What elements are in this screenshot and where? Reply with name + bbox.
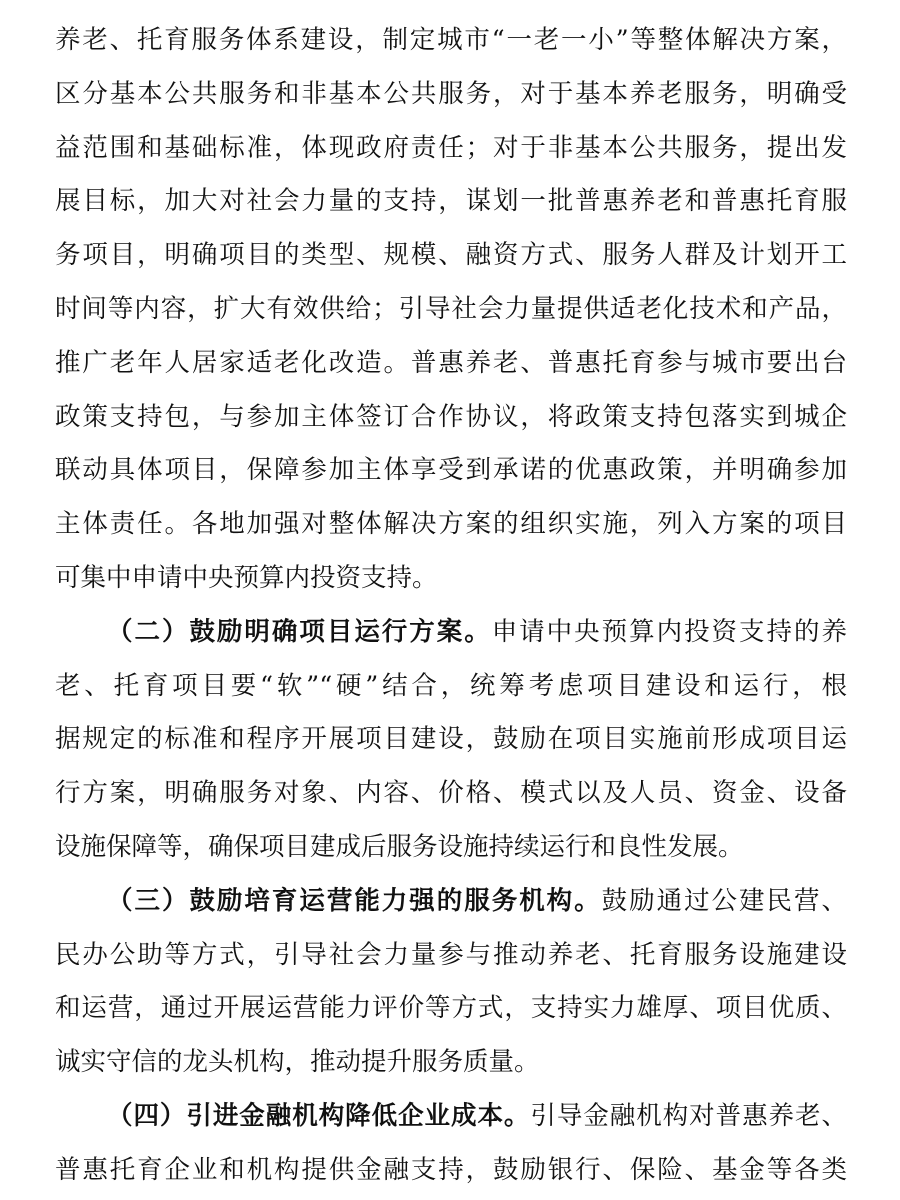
text-line: 益范围和基础标准，体现政府责任；对于非基本公共服务，提出发 [55,132,847,163]
section-heading: （二）鼓励明确项目运行方案。 [107,616,492,647]
text-line: 民办公助等方式，引导社会力量参与推动养老、托育服务设施建设 [55,939,847,970]
paragraph-text: 申请中央预算内投资支持的养 [491,616,847,647]
text-line: 展目标，加大对社会力量的支持，谋划一批普惠养老和普惠托育服 [55,186,847,217]
text-line: 时间等内容，扩大有效供给；引导社会力量提供适老化技术和产品， [55,293,847,324]
paragraph-first-line [55,1090,847,1144]
text-line: 推广老年人居家适老化改造。普惠养老、普惠托育参与城市要出台 [55,347,847,378]
section-heading: （四）引进金融机构降低企业成本。 [107,1100,531,1131]
paragraph-text: 引导金融机构对普惠养老、 [530,1100,847,1131]
text-line: 区分基本公共服务和非基本公共服务，对于基本养老服务，明确受 [55,78,847,109]
text-line: 养老、托育服务体系建设，制定城市“一老一小”等整体解决方案， [55,25,847,55]
text-line: 设施保障等，确保项目建成后服务设施持续运行和良性发展。 [55,831,744,862]
text-line: 政策支持包，与参加主体签订合作协议，将政策支持包落实到城企 [55,401,847,432]
paragraph-first-line [55,875,847,929]
paragraph-text: 鼓励通过公建民营、 [601,885,847,916]
text-line: 和运营，通过开展运营能力评价等方式，支持实力雄厚、项目优质、 [55,993,847,1024]
text-line: 老、托育项目要“软”“硬”结合，统筹考虑项目建设和运行，根 [55,670,847,701]
text-line: 联动具体项目，保障参加主体享受到承诺的优惠政策，并明确参加 [55,455,847,486]
text-line: 可集中申请中央预算内投资支持。 [55,562,438,593]
text-line: 诚实守信的龙头机构，推动提升服务质量。 [55,1047,540,1078]
document-page [55,14,847,1198]
text-line: 务项目，明确项目的类型、规模、融资方式、服务人群及计划开工 [55,240,847,271]
text-line: 行方案，明确服务对象、内容、价格、模式以及人员、资金、设备 [55,778,847,809]
text-line: 主体责任。各地加强对整体解决方案的组织实施，列入方案的项目 [55,509,847,540]
paragraph-first-line [55,606,847,660]
text-line: 据规定的标准和程序开展项目建设，鼓励在项目实施前形成项目运 [55,724,847,755]
section-heading: （三）鼓励培育运营能力强的服务机构。 [107,885,602,916]
text-line: 普惠托育企业和机构提供金融支持，鼓励银行、保险、基金等各类 [55,1154,847,1185]
